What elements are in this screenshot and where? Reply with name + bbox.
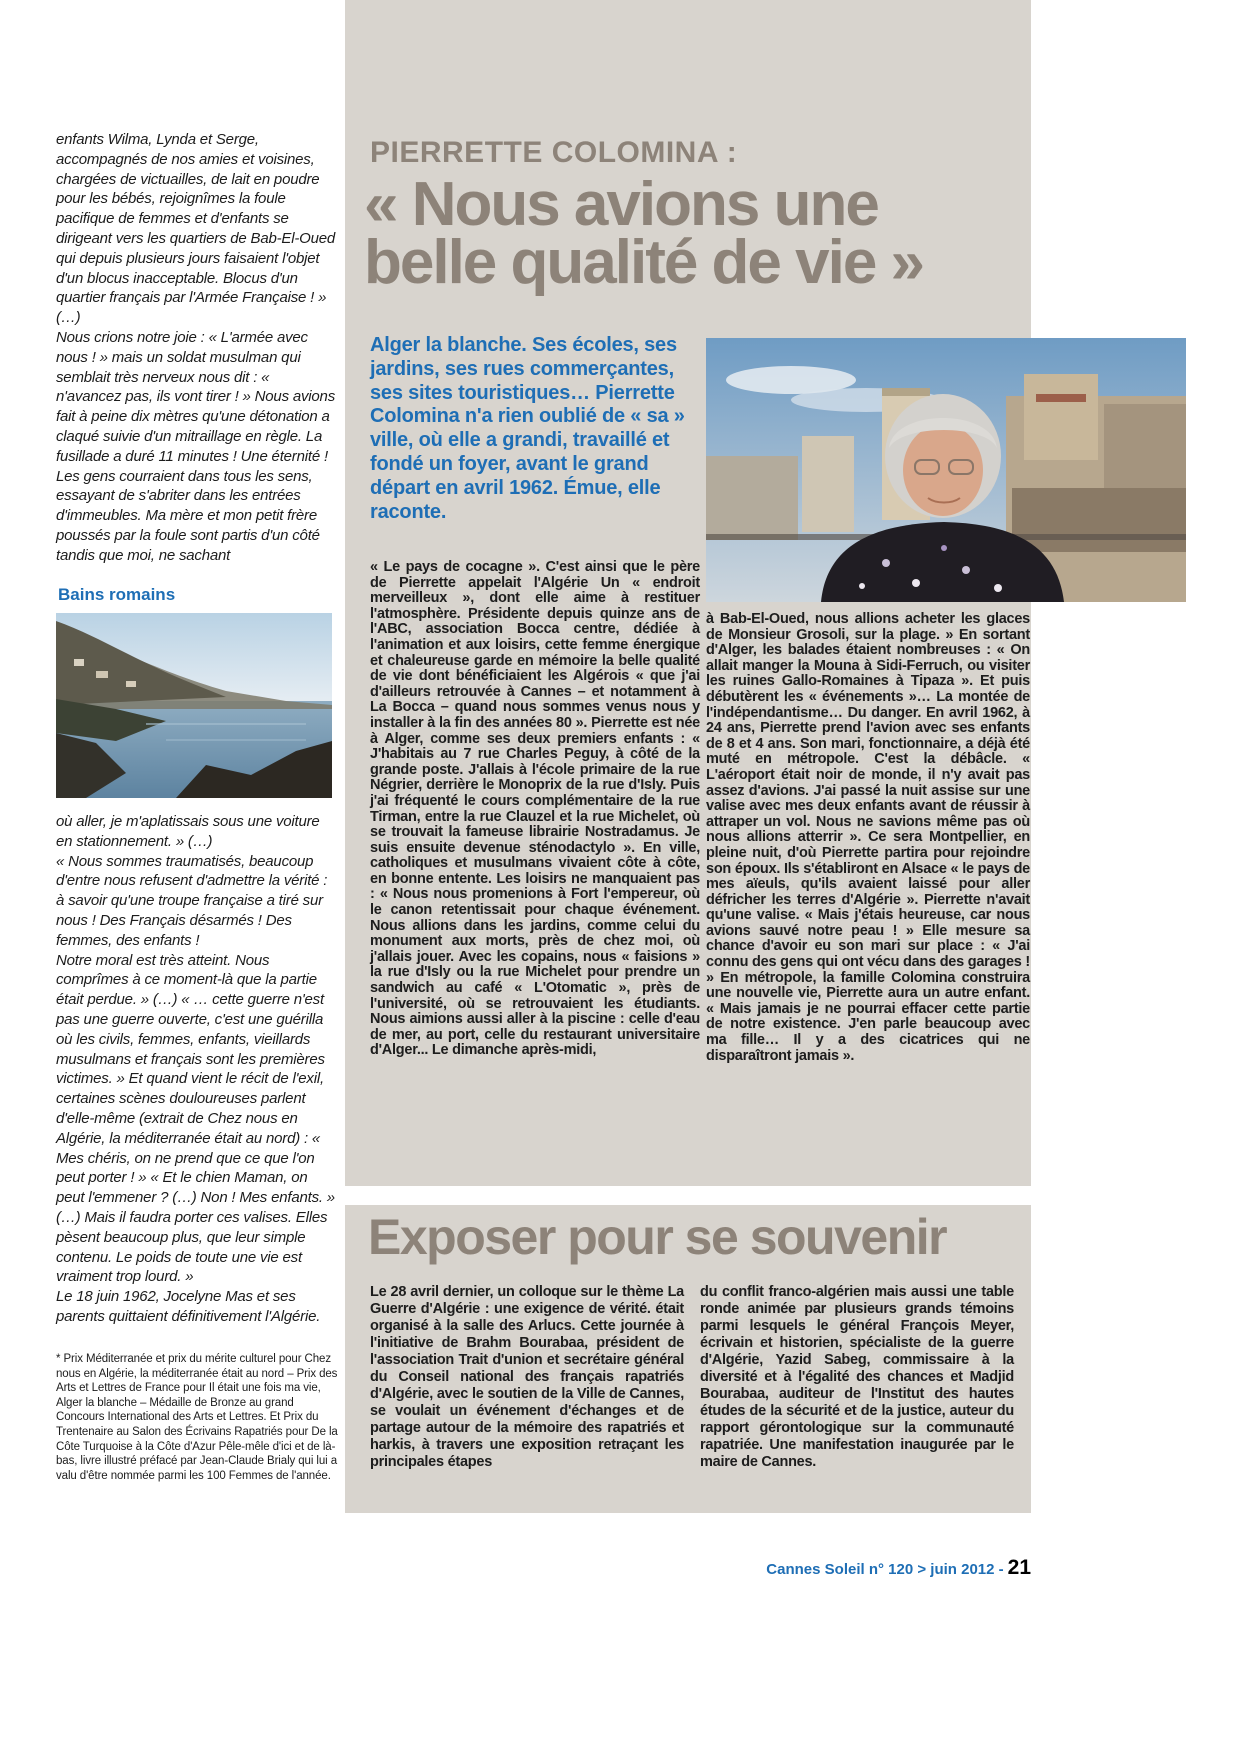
portrait-photo bbox=[706, 338, 1186, 602]
article-kicker: PIERRETTE COLOMINA : bbox=[370, 136, 738, 169]
left-column-bottom-text bbox=[56, 812, 338, 1327]
expo-column-1 bbox=[370, 1284, 684, 1471]
paragraph: « Nous sommes traumatisés, beaucoup d'entre nous refusent d'admettre la vérité : à savoir qu'une troupe française a tiré sur nous ! Des Français désarmés ! Des femmes, des enfants ! bbox=[56, 852, 328, 949]
paragraph: Le 28 avril dernier, un colloque sur le thème La Guerre d'Algérie : une exigence de vérité. était organisé à la salle des Arlucs. Cette journée à l'initiative de Brahm Bourabaa, président de l'association Trait d'union et secrétaire général du Conseil national des français rapatriés d'Algérie, avec le soutien de la Ville de Cannes, se voulait un événement d'échanges et de partage autour de la mémoire des rapatriés et harkis, à travers une exposition retraçant les principales étapes bbox=[370, 1284, 684, 1470]
paragraph: à Bab-El-Oued, nous allions acheter les glaces de Monsieur Grosoli, sur la plage. » En sortant d'Alger, les balades étaient nombreuses : « On allait manger la Mouna à Sidi-Ferruch, ou visiter les ruines Gallo-Romaines à Tipaza ». Et puis débutèrent les « événements »… La montée de l'indépendantisme… Du danger. En avril 1962, à 24 ans, Pierrette prend l'avion avec ses enfants de 8 et 4 ans. Son mari, fonctionnaire, a déjà été muté en métropole. C'est la débâcle. « L'aéroport était noir de monde, il n'y avait pas assez d'avions. J'ai passé la nuit assise sur une valise avec mes deux enfants avant de réussir à attraper un vol. Nous ne savions même pas où nous allions atterrir ». Ce sera Montpellier, en pleine nuit, d'où Pierrette partira pour rejoindre son époux. Ils s'établiront en Alsace « le pays de mes aïeuls, qu'ils avaient laissé pour aller défricher les terres d'Algérie ». Pierrette n'avait qu'une valise. « Mais j'étais heureuse, car nous avions sauvé notre peau ! » Elle mesure sa chance d'avoir eu son mari sur place : « J'ai connu des gens qui ont vécu dans des garages ! » En métropole, la famille Colomina construira une nouvelle vie, Pierrette aura un autre enfant. « Mais jamais je ne pourrai effacer cette partie de notre existence. J'en parle beaucoup avec ma fille… Il y a des cicatrices qui ne disparaîtront jamais ». bbox=[706, 611, 1030, 1064]
awards-footnote: * Prix Méditerranée et prix du mérite culturel pour Chez nous en Algérie, la méditerranée était au nord – Prix des Arts et Lettres de France pour Il était une fois ma vie, Alger la blanche – Médaille de Bronze au grand Concours International des Arts et Lettres. Et Prix du Trentenaire au Salon des Écrivains Rapatriés pour De la Côte Turquoise à la Côte d'Azur Pêle-mêle d'ici et de là-bas, livre illustré préfacé par Jean-Claude Brialy qui lui a valu d'être nommée parmi les 100 Femmes de l'année. bbox=[56, 1353, 338, 1482]
article-intro: Alger la blanche. Ses écoles, ses jardins, ses rues commerçantes, ses sites touristiques… Pierrette Colomina n'a rien oublié de « sa » ville, où elle a grandi, travaillé et fondé un foyer, avant le grand départ en avril 1962. Émue, elle raconte. bbox=[370, 334, 685, 523]
article-headline bbox=[364, 170, 924, 297]
paragraph: du conflit franco-algérien mais aussi une table ronde animée par plusieurs grands témoins parmi lesquels le général François Meyer, écrivain et historien, spécialiste de la guerre d'Algérie, Yazid Sabeg, commissaire à la diversité et à l'égalité des chances et Madjid Bourabaa, auditeur de l'Institut des hautes études de la sécurité et de la justice, auteur du rapport gérontologique sur la communauté rapatriée. Une manifestation inaugurée par le maire de Cannes. bbox=[700, 1284, 1014, 1470]
paragraph: où aller, je m'aplatissais sous une voiture en stationnement. » (…) bbox=[56, 813, 320, 850]
left-column-top-text bbox=[56, 130, 338, 566]
page-number: 21 bbox=[1007, 1556, 1031, 1579]
portrait-photo-block bbox=[706, 338, 1186, 602]
paragraph: Nous crions notre joie : « L'armée avec nous ! » mais un soldat musulman qui semblait très nerveux nous dit : « n'avancez pas, ils vont tirer ! » Nous avions fait à peine dix mètres qu'une détonation a claqué suivie d'un mitraillage en règle. La fusillade a duré 11 minutes ! Une éternité ! Les gens courraient dans tous les sens, essayant de s'abriter dans les entrées d'immeubles. Ma mère et mon petit frère poussés par la foule sont partis d'un côté tandis que moi, ne sachant bbox=[56, 328, 336, 564]
paragraph: Le 18 juin 1962, Jocelyne Mas et ses parents quittaient définitivement l'Algérie. bbox=[56, 1288, 321, 1325]
footer-issue-text: Cannes Soleil n° 120 > juin 2012 - bbox=[766, 1561, 1004, 1578]
headline-line-1: « Nous avions une bbox=[364, 170, 878, 239]
expo-headline: Exposer pour se souvenir bbox=[368, 1209, 947, 1265]
expo-column-2 bbox=[700, 1284, 1014, 1471]
article-column-2 bbox=[706, 612, 1030, 1064]
coast-photo bbox=[56, 613, 332, 798]
article-column-1 bbox=[370, 560, 700, 1059]
paragraph: Notre moral est très atteint. Nous comprîmes à ce moment-là que la partie était perdue. » (…) « … cette guerre n'est pas une guerre ouverte, c'est une guérilla où les civils, femmes, enfants, vieillards musulmans et français sont les premières victimes. » Et quand vient le récit de l'exil, certaines scènes douloureuses parlent d'elle-même (extrait de Chez nous en Algérie, la méditerranée était au nord) : « Mes chéris, on ne prend que ce que l'on peut porter ! » « Et le chien Maman, on peut l'emmener ? (…) Non ! Mes enfants. » (…) Mais il faudra porter ces valises. Elles pèsent beaucoup plus, que leur simple contenu. Le poids de toute une vie est vraiment trop lourd. » bbox=[56, 951, 335, 1286]
headline-line-2: belle qualité de vie » bbox=[364, 227, 924, 297]
paragraph: enfants Wilma, Lynda et Serge, accompagnés de nos amies et voisines, chargées de victuailles, de lait en poudre pour les bébés, rejoignîmes la foule pacifique de femmes et d'enfants se dirigeant vers les quartiers de Bab-El-Oued qui depuis plusieurs jours faisaient l'objet d'un blocus inacceptable. Blocus d'un quartier français par l'Armée Française ! » (…) bbox=[56, 131, 336, 327]
page-footer bbox=[345, 1556, 1031, 1580]
paragraph: « Le pays de cocagne ». C'est ainsi que le père de Pierrette appelait l'Algérie Un « endroit merveilleux », dont elle aime à restituer l'atmosphère. Présidente depuis quinze ans de l'ABC, association Bocca centre, dédiée à l'animation et aux loisirs, cette femme énergique et chaleureuse garde en mémoire la belle qualité de vie dont bénéficiaient les Algérois « que j'ai d'ailleurs retrouvée à Cannes – et notamment à La Bocca – quand nous sommes venus nous y installer à la fin des années 80 ». Pierrette est née à Alger, comme ses deux premiers enfants : « J'habitais au 7 rue Charles Peguy, à côté de la grande poste. J'allais à l'école primaire de la rue Négrier, derrière le Monoprix de la rue d'Isly. Puis j'ai fréquenté le cours complémentaire de la rue Tirman, entre la rue Clauzel et la rue Michelet, où se trouvait la fameuse librairie Nostradamus. Je suis ensuite devenue sténodactylo ». En ville, catholiques et musulmans vivaient côte à côte, en bonne entente. Les loisirs ne manquaient pas : « Nous nous promenions à Fort l'empereur, où le canon retentissait pour chaque événement. Nous allions dans les jardins, comme celui du monument aux morts, près de chez moi, où j'allais jouer. Avec les copains, nous « faisions » la rue d'Isly ou la rue Michelet pour prendre un sandwich au café « L'Otomatic », près de l'université, où se retrouvaient les étudiants. Nous aimions aussi aller à la piscine : celle d'eau de mer, au port, celle du restaurant universitaire d'Alger... Le dimanche après-midi, bbox=[370, 559, 700, 1059]
coast-photo-block bbox=[56, 583, 332, 798]
photo-caption: Bains romains bbox=[56, 583, 332, 613]
